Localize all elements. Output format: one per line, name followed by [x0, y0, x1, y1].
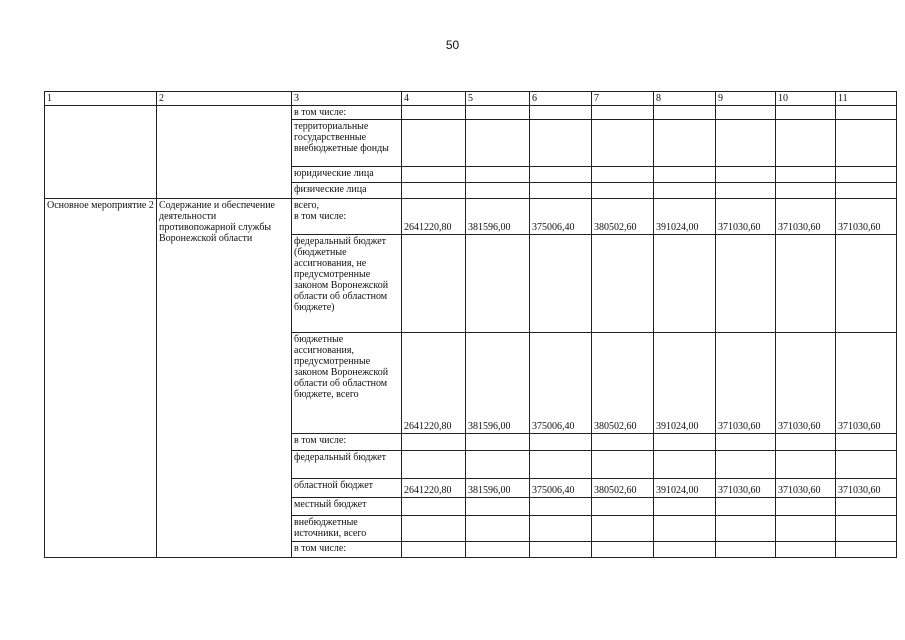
value-cell	[836, 542, 897, 558]
value-cell: 371030,60	[836, 199, 897, 235]
value-cell	[776, 498, 836, 516]
value-cell	[836, 120, 897, 167]
table-body	[45, 92, 897, 558]
value-cell	[654, 167, 716, 183]
value-cell	[592, 498, 654, 516]
empty-cell	[45, 106, 157, 199]
value-cell	[530, 235, 592, 333]
value-cell	[776, 183, 836, 199]
value-cell	[466, 498, 530, 516]
column-number: 3	[292, 92, 402, 106]
value-cell	[654, 451, 716, 479]
value-cell	[654, 434, 716, 451]
value-cell	[716, 183, 776, 199]
page-number: 50	[445, 38, 460, 52]
value-cell	[716, 542, 776, 558]
value-cell	[530, 120, 592, 167]
value-cell	[402, 120, 466, 167]
row-label: местный бюджет	[292, 498, 402, 516]
value-cell	[654, 106, 716, 120]
value-cell: 2641220,80	[402, 333, 466, 434]
value-cell	[836, 183, 897, 199]
value-cell	[716, 167, 776, 183]
value-cell: 380502,60	[592, 333, 654, 434]
row-label: областной бюджет	[292, 479, 402, 498]
row-label: внебюджетные источники, всего	[292, 516, 402, 542]
row-label: в том числе:	[292, 542, 402, 558]
row-label: физические лица	[292, 183, 402, 199]
empty-cell	[157, 106, 292, 199]
value-cell: 380502,60	[592, 199, 654, 235]
value-cell	[776, 106, 836, 120]
value-cell	[592, 516, 654, 542]
value-cell: 375006,40	[530, 199, 592, 235]
value-cell: 371030,60	[716, 199, 776, 235]
value-cell	[530, 434, 592, 451]
row-label: юридические лица	[292, 167, 402, 183]
value-cell	[592, 183, 654, 199]
column-number: 9	[716, 92, 776, 106]
row-label: в том числе:	[292, 434, 402, 451]
row-label: территориальные государственные внебюджетные фонды	[292, 120, 402, 167]
value-cell: 391024,00	[654, 199, 716, 235]
value-cell	[716, 516, 776, 542]
value-cell: 381596,00	[466, 333, 530, 434]
value-cell	[836, 434, 897, 451]
value-cell	[466, 106, 530, 120]
value-cell	[654, 516, 716, 542]
value-cell	[466, 516, 530, 542]
row-label: федеральный бюджет	[292, 451, 402, 479]
value-cell	[530, 542, 592, 558]
column-number: 11	[836, 92, 897, 106]
value-cell	[592, 434, 654, 451]
value-cell	[592, 542, 654, 558]
activity-name: Основное мероприятие 2	[45, 199, 157, 558]
value-cell: 371030,60	[776, 199, 836, 235]
value-cell	[716, 120, 776, 167]
value-cell	[776, 434, 836, 451]
value-cell	[836, 451, 897, 479]
value-cell	[716, 451, 776, 479]
value-cell: 375006,40	[530, 479, 592, 498]
column-number: 4	[402, 92, 466, 106]
value-cell	[836, 235, 897, 333]
value-cell: 371030,60	[836, 333, 897, 434]
value-cell	[776, 542, 836, 558]
value-cell	[776, 167, 836, 183]
value-cell	[402, 106, 466, 120]
value-cell: 371030,60	[776, 333, 836, 434]
value-cell	[654, 498, 716, 516]
column-number: 6	[530, 92, 592, 106]
value-cell	[592, 106, 654, 120]
value-cell	[716, 498, 776, 516]
table-row	[45, 106, 897, 120]
value-cell: 391024,00	[654, 333, 716, 434]
column-number: 10	[776, 92, 836, 106]
value-cell	[776, 516, 836, 542]
column-number: 8	[654, 92, 716, 106]
value-cell: 391024,00	[654, 479, 716, 498]
column-number-row	[45, 92, 897, 106]
value-cell	[592, 120, 654, 167]
activity-description: Содержание и обеспечение деятельности противопожарной службы Воронежской области	[157, 199, 292, 558]
value-cell	[776, 120, 836, 167]
value-cell: 371030,60	[716, 333, 776, 434]
value-cell	[592, 451, 654, 479]
column-number: 2	[157, 92, 292, 106]
column-number: 5	[466, 92, 530, 106]
value-cell	[716, 235, 776, 333]
value-cell: 371030,60	[776, 479, 836, 498]
row-label: бюджетные ассигнования, предусмотренные законом Воронежской области об областном бюджете, всего	[292, 333, 402, 434]
value-cell: 380502,60	[592, 479, 654, 498]
value-cell: 2641220,80	[402, 199, 466, 235]
value-cell	[836, 167, 897, 183]
value-cell	[716, 106, 776, 120]
value-cell	[776, 451, 836, 479]
value-cell	[466, 183, 530, 199]
value-cell	[402, 167, 466, 183]
column-number: 1	[45, 92, 157, 106]
value-cell	[402, 235, 466, 333]
value-cell	[530, 183, 592, 199]
value-cell	[530, 451, 592, 479]
budget-table	[44, 91, 897, 558]
column-number: 7	[592, 92, 654, 106]
value-cell	[402, 516, 466, 542]
value-cell	[654, 542, 716, 558]
value-cell	[592, 167, 654, 183]
value-cell: 371030,60	[836, 479, 897, 498]
value-cell	[466, 451, 530, 479]
value-cell	[402, 498, 466, 516]
value-cell: 371030,60	[716, 479, 776, 498]
table-row	[45, 199, 897, 235]
value-cell: 2641220,80	[402, 479, 466, 498]
value-cell	[402, 183, 466, 199]
row-label: федеральный бюджет (бюджетные ассигнования, не предусмотренные законом Воронежской области об областном бюджете)	[292, 235, 402, 333]
value-cell	[466, 235, 530, 333]
value-cell	[530, 167, 592, 183]
value-cell	[716, 434, 776, 451]
value-cell	[654, 235, 716, 333]
row-label: всего, в том числе:	[292, 199, 402, 235]
row-label: в том числе:	[292, 106, 402, 120]
value-cell	[836, 106, 897, 120]
value-cell: 381596,00	[466, 199, 530, 235]
value-cell	[836, 498, 897, 516]
value-cell	[466, 167, 530, 183]
value-cell	[654, 120, 716, 167]
value-cell	[654, 183, 716, 199]
value-cell	[592, 235, 654, 333]
value-cell	[530, 516, 592, 542]
value-cell	[402, 542, 466, 558]
value-cell	[466, 542, 530, 558]
value-cell	[836, 516, 897, 542]
value-cell	[402, 451, 466, 479]
value-cell	[466, 120, 530, 167]
value-cell	[776, 235, 836, 333]
value-cell	[530, 106, 592, 120]
value-cell	[466, 434, 530, 451]
value-cell	[402, 434, 466, 451]
value-cell: 375006,40	[530, 333, 592, 434]
value-cell	[530, 498, 592, 516]
value-cell: 381596,00	[466, 479, 530, 498]
